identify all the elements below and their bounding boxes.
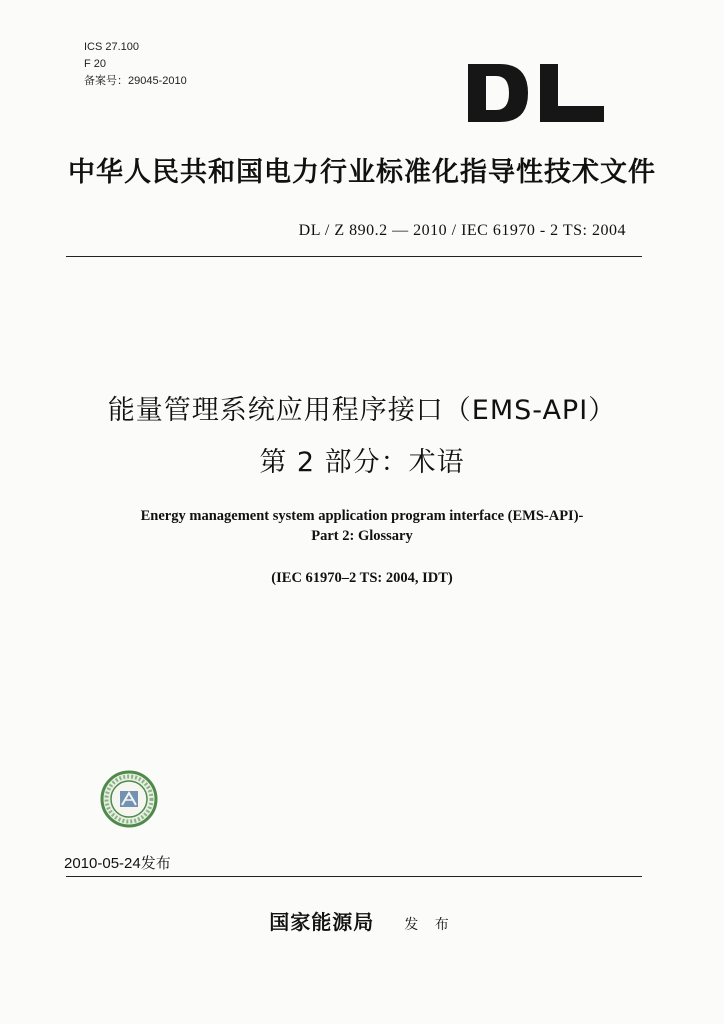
equivalence-note: (IEC 61970–2 TS: 2004, IDT) — [271, 570, 453, 586]
issuer-verb: 发 布 — [404, 917, 455, 933]
issuer-name: 国家能源局 — [269, 910, 375, 934]
top-rule — [66, 256, 642, 257]
department-title: 中华人民共和国电力行业标准化指导性技术文件 — [68, 157, 656, 188]
filing-number: 备案号：29045-2010 — [84, 75, 187, 87]
english-title-line2: Part 2: Glossary — [311, 528, 413, 544]
issue-date: 2010-05-24发布 — [64, 855, 171, 872]
category-code: F 20 — [84, 58, 107, 70]
chinese-title-line2: 第 2 部分：术语 — [259, 447, 465, 478]
issuer-line — [0, 906, 724, 935]
ics-code: ICS 27.100 — [84, 41, 140, 53]
chinese-title-line1: 能量管理系统应用程序接口（EMS-API） — [107, 395, 617, 426]
bottom-rule — [66, 876, 642, 877]
dl-logo — [466, 62, 606, 124]
english-title-line1: Energy management system application program interface (EMS-API)- — [140, 508, 584, 524]
publisher-seal-icon — [100, 770, 158, 828]
english-title — [0, 506, 724, 546]
document-number: DL / Z 890.2 — 2010 / IEC 61970 - 2 TS: 2004 — [298, 222, 626, 239]
